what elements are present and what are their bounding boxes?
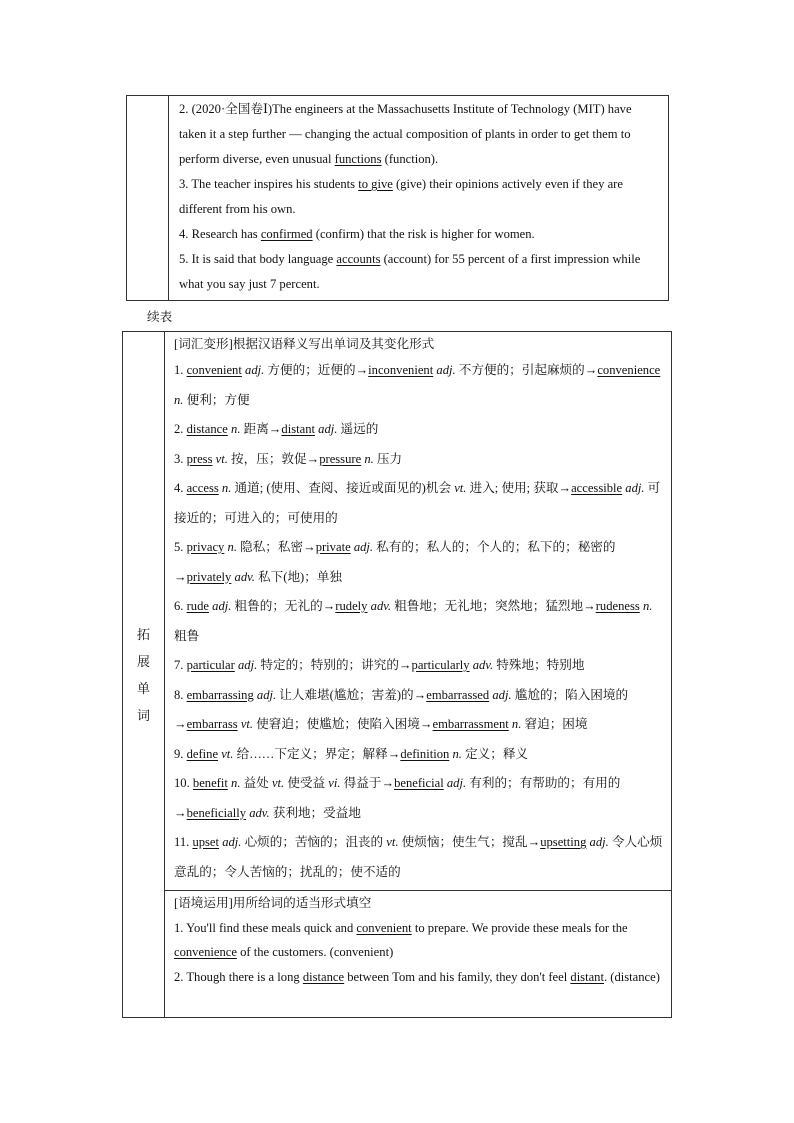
table-expand-words (122, 331, 672, 1018)
top-item (179, 222, 660, 247)
text-segment: 4. (174, 481, 187, 495)
context-item (174, 916, 663, 965)
text-segment: 2. (174, 422, 187, 436)
text-segment: 压力 (373, 451, 403, 466)
text-segment: (confirm) that the risk is higher for women. (312, 227, 535, 241)
text-segment: 7. (174, 658, 187, 672)
text-segment: 获利地；受益地 (269, 805, 361, 820)
vocab-transform-section (165, 332, 672, 891)
answer-blank: particularly (411, 658, 470, 672)
answer-blank: upset (192, 835, 220, 849)
answer-blank: private (315, 540, 351, 554)
part-of-speech: adj. (238, 658, 258, 672)
answer-blank: privately (186, 569, 232, 584)
vocab-item (174, 681, 663, 740)
part-of-speech: adv. (234, 569, 255, 584)
side-char: 词 (136, 707, 150, 723)
text-segment: 5. (174, 540, 187, 554)
answer-blank: rude (186, 599, 209, 613)
vocab-item (174, 651, 663, 681)
answer-blank: distant (281, 422, 315, 436)
text-segment: 尴尬的；陷入困境的→ (174, 687, 629, 731)
text-segment: 使窘迫；使尴尬；使陷入困境→ (253, 717, 433, 731)
text-segment: 益处 (240, 776, 272, 790)
text-segment: (function). (381, 152, 439, 166)
part-of-speech: adj. (446, 776, 467, 790)
part-of-speech: n. (364, 451, 374, 466)
text-segment: between Tom and his family, they don't feel (344, 969, 571, 984)
text-segment: 1. (174, 363, 187, 377)
text-segment: 可接近的；可进入的；可使用的 (174, 481, 661, 525)
top-item (179, 172, 660, 222)
text-segment: 1. You'll find these meals quick and (174, 920, 357, 935)
text-segment: 11. (174, 835, 193, 849)
text-segment: 令人心烦意乱的；令人苦恼的；扰乱的；使不适的 (174, 835, 663, 879)
vocab-transform-body (165, 332, 671, 887)
text-segment: 窘迫；困境 (521, 717, 588, 731)
side-label-cell (123, 332, 165, 1018)
answer-blank: accounts (336, 252, 381, 266)
side-char: 单 (136, 680, 150, 696)
text-segment: 得益于→ (340, 776, 395, 790)
text-segment: 2. Though there is a long (174, 969, 303, 984)
top-item (179, 97, 660, 172)
text-segment: 隐私；私密→ (236, 540, 316, 554)
text-segment: 4. Research has (179, 227, 261, 241)
text-segment: 定义；释义 (461, 746, 529, 761)
answer-blank: distance (302, 969, 345, 984)
vocab-item (174, 769, 663, 828)
answer-blank: beneficially (186, 805, 247, 820)
part-of-speech: adj. (492, 687, 512, 702)
answer-blank: benefit (192, 776, 228, 790)
text-segment: (give) their opinions actively even if they are different from his own. (179, 177, 623, 216)
text-segment: (account) for 55 percent of a first impression while what you say just 7 percent. (179, 252, 641, 291)
answer-blank: confirmed (260, 227, 313, 241)
text-segment: 粗鲁的；无礼的→ (231, 599, 336, 613)
part-of-speech: vt. (221, 746, 234, 761)
part-of-speech: n. (511, 717, 522, 731)
part-of-speech: n. (174, 392, 184, 407)
text-segment: 粗鲁 (174, 628, 200, 643)
text-segment: 便利；方便 (183, 392, 250, 407)
part-of-speech: vi. (328, 776, 341, 790)
continued-label: 续表 (147, 310, 173, 324)
part-of-speech: vt. (215, 451, 228, 466)
top-item (179, 247, 660, 297)
text-segment: 遥远的 (337, 422, 379, 436)
vocab-item (174, 474, 663, 533)
answer-blank: convenience (597, 363, 661, 377)
part-of-speech: n. (642, 599, 653, 613)
context-use-section (165, 891, 672, 1018)
text-segment: 6. (174, 599, 187, 613)
context-item (174, 965, 663, 990)
answer-blank: accessible (571, 481, 623, 495)
text-segment: 10. (174, 776, 193, 790)
answer-blank: inconvenient (368, 363, 434, 377)
text-segment: 3. (174, 451, 187, 466)
answer-blank: embarrass (186, 717, 238, 731)
answer-blank: pressure (319, 451, 362, 466)
text-segment: of the customers. (convenient) (236, 945, 394, 959)
part-of-speech: adj. (256, 687, 277, 702)
answer-blank: embarrassed (426, 687, 490, 702)
text-segment: 9. (174, 746, 187, 761)
text-segment: 方便的；近便的→ (264, 363, 369, 377)
vocab-item (174, 415, 663, 445)
vocab-item (174, 740, 663, 770)
answer-blank: access (186, 481, 219, 495)
answer-blank: distant (570, 969, 604, 984)
text-segment: 2. (2020·全国卷Ⅰ)The engineers at the Massachusetts Institute of Technology (MIT) have taken it a step further — changing the actual composition of plants in order to get them to perform diverse, even unusual (179, 102, 632, 166)
table-top-side-cell (127, 96, 169, 301)
part-of-speech: n. (452, 746, 462, 761)
part-of-speech: n. (227, 540, 237, 554)
part-of-speech: adv. (370, 599, 392, 613)
part-of-speech: adj. (436, 363, 456, 377)
text-segment: 进入; 使用; 获取→ (466, 481, 572, 495)
context-use-body (165, 891, 671, 989)
text-segment: 使烦恼；使生气；搅乱→ (398, 835, 541, 849)
text-segment: 使受益 (284, 776, 329, 790)
text-segment: 5. It is said that body language (179, 252, 337, 266)
section-header: [词汇变形]根据汉语释义写出单词及其变化形式 (174, 337, 435, 351)
part-of-speech: adj. (625, 481, 645, 495)
answer-blank: rudely (335, 599, 368, 613)
text-segment: 按，压；敦促→ (227, 451, 320, 466)
part-of-speech: adv. (472, 658, 494, 672)
vocab-item (174, 592, 663, 651)
answer-blank: particular (186, 658, 235, 672)
answer-blank: distance (186, 422, 228, 436)
text-segment: to prepare. We provide these meals for the (411, 920, 628, 935)
part-of-speech: adj. (222, 835, 242, 849)
table-top-content (169, 96, 669, 301)
side-char: 展 (136, 653, 150, 669)
answer-blank: press (186, 451, 213, 466)
answer-blank: upsetting (540, 835, 587, 849)
text-segment: 特殊地；特别地 (493, 658, 585, 672)
text-segment: 私下(地)；单独 (254, 569, 343, 584)
part-of-speech: adj. (212, 599, 232, 613)
text-segment: 让人难堪(尴尬；害羞)的→ (276, 687, 427, 702)
answer-blank: convenience (174, 945, 237, 959)
part-of-speech: adv. (249, 805, 270, 820)
answer-blank: rudeness (595, 599, 640, 613)
text-segment: . (distance) (603, 969, 660, 984)
part-of-speech: vt. (454, 481, 467, 495)
part-of-speech: n. (221, 481, 232, 495)
part-of-speech: vt. (271, 776, 285, 790)
answer-blank: convenient (356, 920, 412, 935)
part-of-speech: vt. (386, 835, 399, 849)
answer-blank: to give (358, 177, 393, 191)
section-header: [语境运用]用所给词的适当形式填空 (174, 896, 372, 910)
side-char: 拓 (136, 626, 150, 642)
part-of-speech: adj. (589, 835, 609, 849)
text-segment: 不方便的；引起麻烦的→ (455, 363, 598, 377)
text-segment: 通道; (使用、查阅、接近或面见的)机会 (231, 481, 455, 495)
text-segment: 给……下定义；界定；解释→ (233, 746, 401, 761)
text-segment: 距离→ (240, 422, 282, 436)
text-segment: 特定的；特别的；讲究的→ (257, 658, 412, 672)
part-of-speech: adj. (318, 422, 338, 436)
part-of-speech: adj. (245, 363, 265, 377)
answer-blank: embarrassment (432, 717, 509, 731)
top-items (169, 96, 668, 298)
answer-blank: embarrassing (186, 687, 254, 702)
vocab-item (174, 828, 663, 887)
part-of-speech: vt. (240, 717, 254, 731)
table-top (126, 95, 669, 301)
answer-blank: convenient (186, 363, 242, 377)
answer-blank: privacy (186, 540, 225, 554)
vocab-item (174, 533, 663, 592)
text-segment: 心烦的；苦恼的；沮丧的 (241, 835, 387, 849)
answer-blank: definition (400, 746, 450, 761)
vocab-item (174, 356, 663, 415)
text-segment: 3. The teacher inspires his students (179, 177, 359, 191)
answer-blank: functions (334, 152, 382, 166)
answer-blank: define (186, 746, 219, 761)
text-segment: 有利的；有帮助的；有用的→ (174, 776, 621, 820)
text-segment: 8. (174, 687, 187, 702)
part-of-speech: adj. (353, 540, 374, 554)
vocab-item (174, 445, 663, 475)
text-segment: 私有的；私人的；个人的；私下的；秘密的→ (174, 540, 616, 584)
part-of-speech: n. (231, 422, 241, 436)
text-segment: 粗鲁地；无礼地；突然地；猛烈地→ (391, 599, 596, 613)
part-of-speech: n. (231, 776, 241, 790)
answer-blank: beneficial (394, 776, 444, 790)
